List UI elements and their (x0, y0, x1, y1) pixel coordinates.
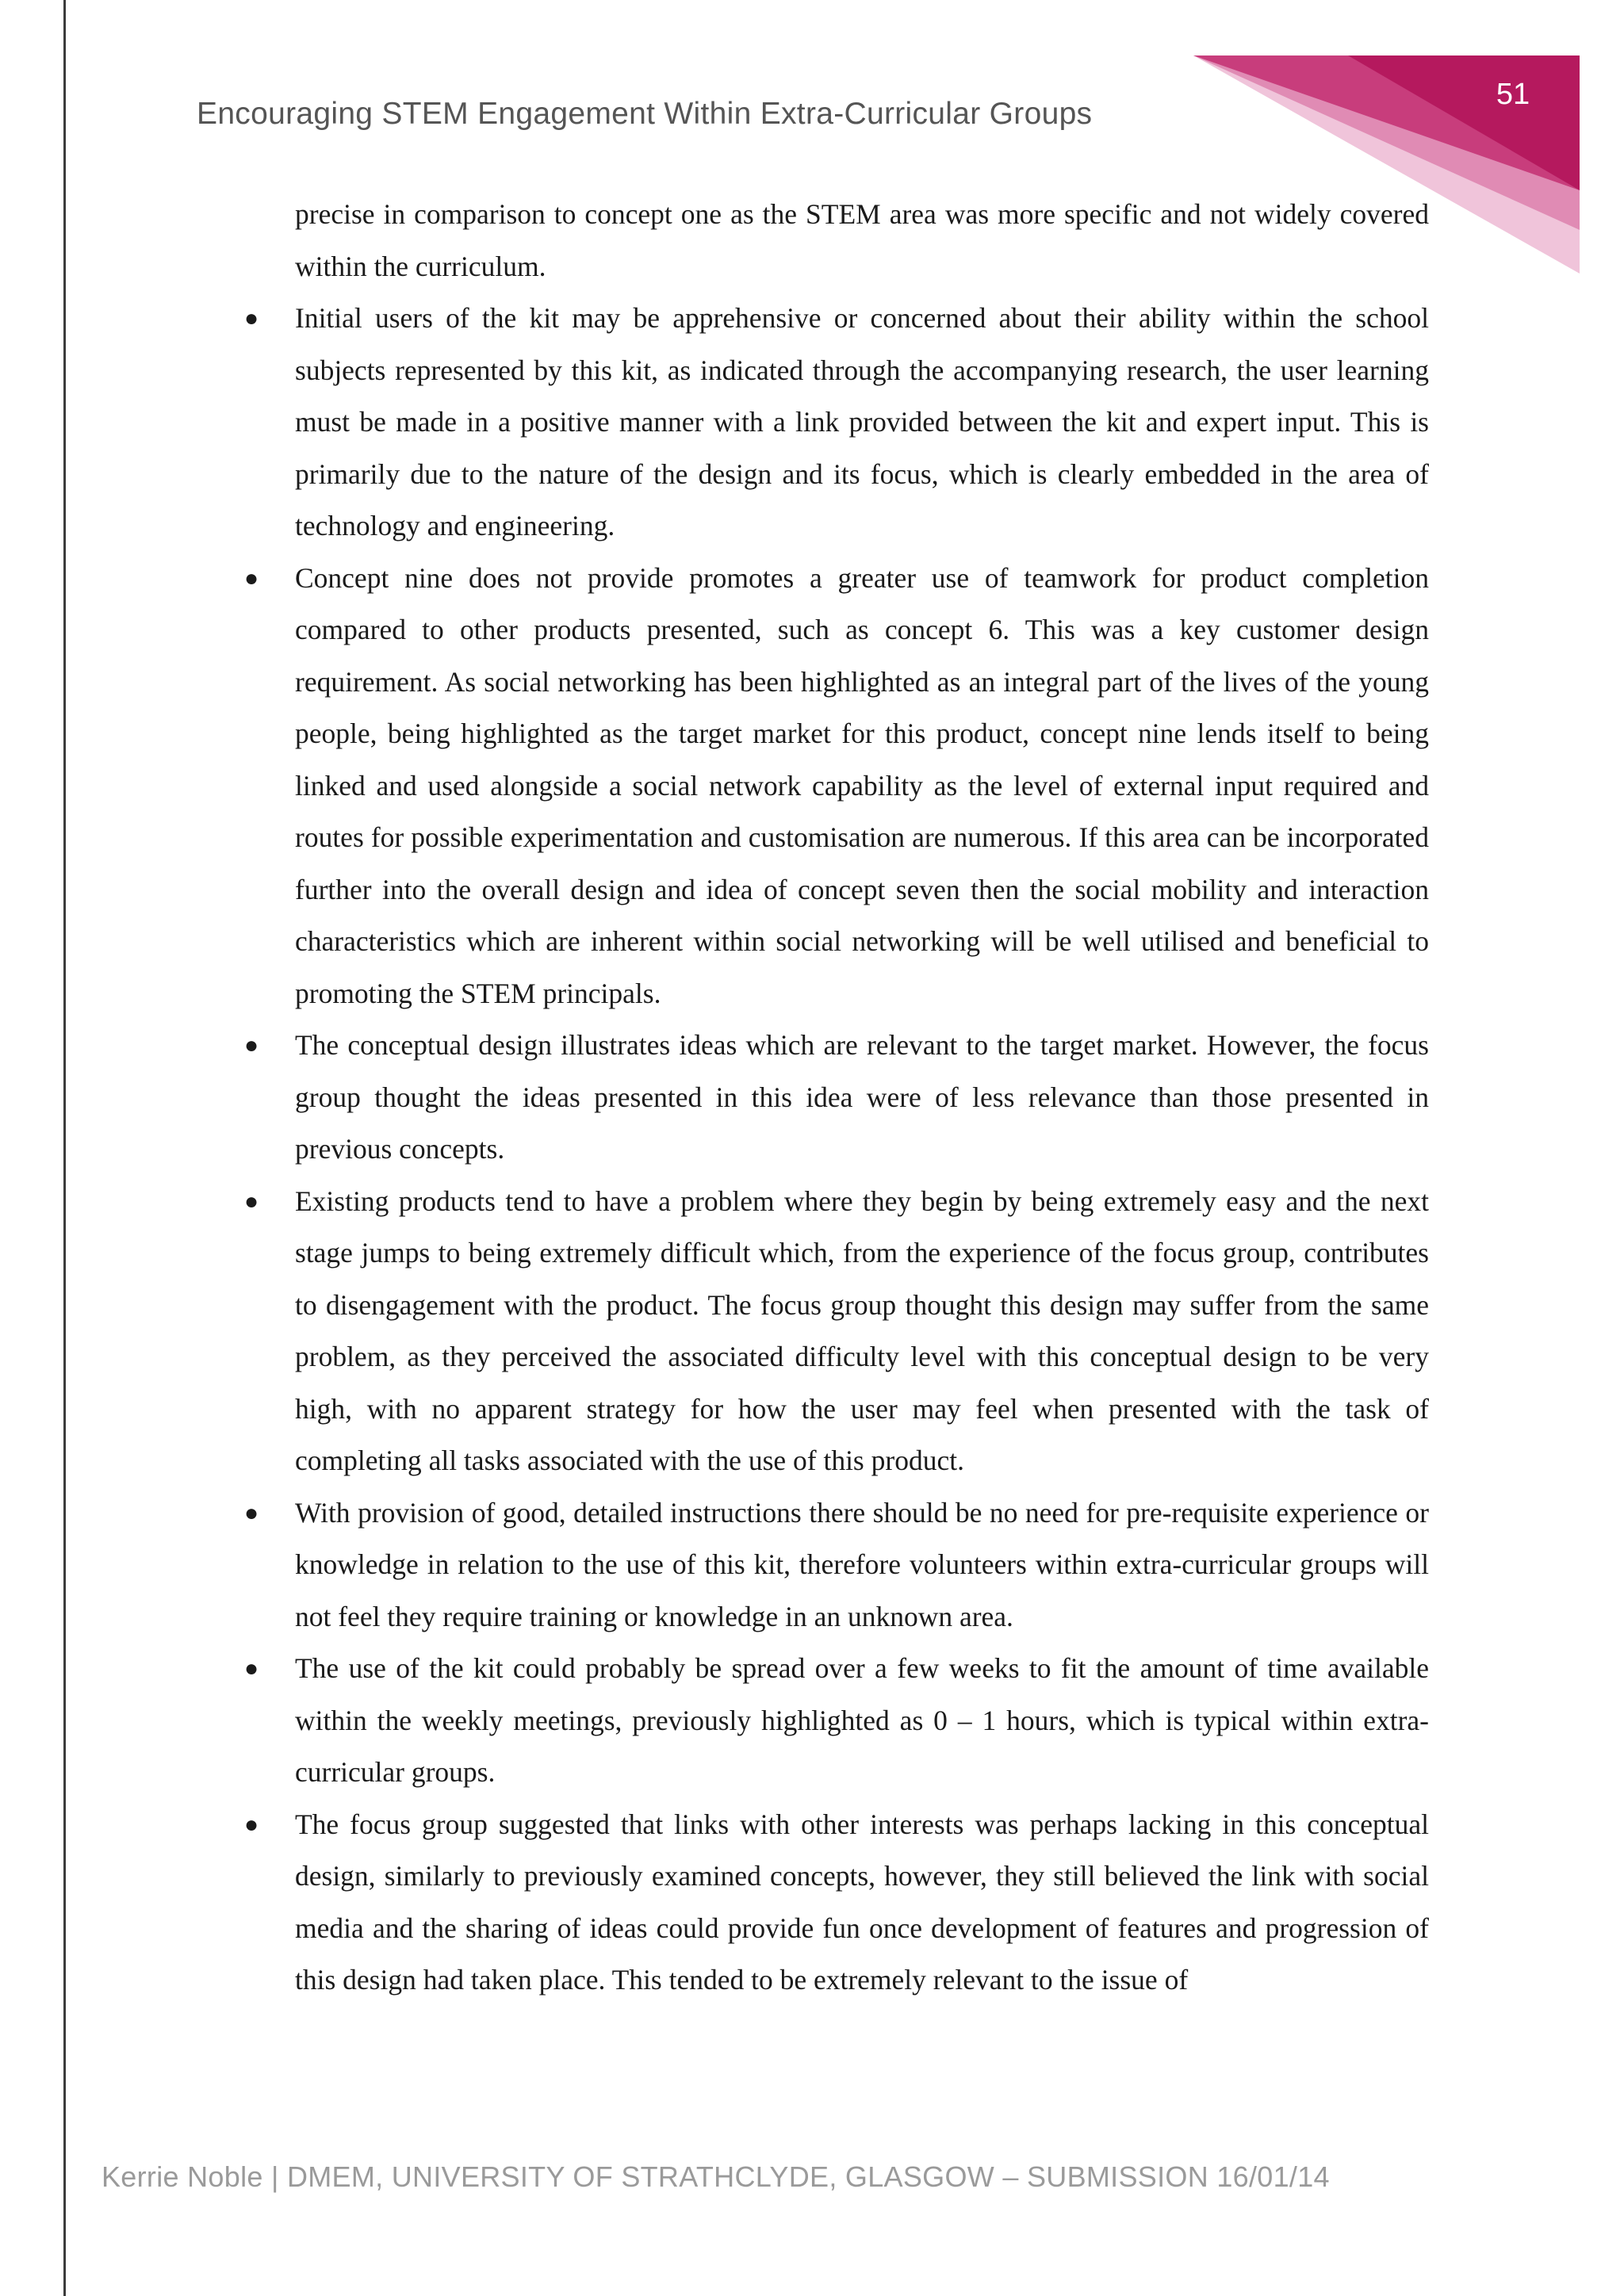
continuation-paragraph: precise in comparison to concept one as the STEM area was more specific and not widely covered within the curriculum. (295, 198, 1429, 282)
list-item-text: The focus group suggested that links with other interests was perhaps lacking in this conceptual design, similarly to previously examined concepts, however, they still believed the link with social media and the sharing of ideas could provide fun once development of features and progression of this design had taken place. This tended to be extremely relevant to the issue of (295, 1808, 1429, 1996)
list-item (238, 553, 1429, 1020)
list-item (238, 1799, 1429, 2007)
list-item-text: Concept nine does not provide promotes a greater use of teamwork for product completion compared to other products presented, such as concept 6. This was a key customer design requirement. As social networking has been highlighted as an integral part of the lives of the young people, being highlighted as the target market for this product, concept nine lends itself to being linked and used alongside a social network capability as the level of external input required and routes for possible experimentation and customisation are numerous. If this area can be incorporated further into the overall design and idea of concept seven then the social mobility and interaction characteristics which are inherent within social networking will be well utilised and beneficial to promoting the STEM principals. (295, 561, 1429, 1009)
list-item-text: Existing products tend to have a problem where they begin by being extremely easy and the next stage jumps to being extremely difficult which, from the experience of the focus group, contributes to disengagement with the product. The focus group thought this design may suffer from the same problem, as they perceived the associated difficulty level with this conceptual design to be very high, with no apparent strategy for how the user may feel when presented with the task of completing all tasks associated with the use of this product. (295, 1184, 1429, 1476)
list-item (238, 1176, 1429, 1487)
bullet-list (238, 293, 1429, 2007)
list-item (238, 1643, 1429, 1799)
bullet-icon: ● (244, 564, 259, 591)
bullet-icon: ● (244, 1499, 259, 1526)
list-item-text: With provision of good, detailed instructions there should be no need for pre-requisite experience or knowledge in relation to the use of this kit, therefore volunteers within extra-curricular groups will not feel they require training or knowledge in an unknown area. (295, 1496, 1429, 1632)
list-item-text: The conceptual design illustrates ideas which are relevant to the target market. However, the focus group thought the ideas presented in this idea were of less relevance than those presented in previous concepts. (295, 1029, 1429, 1165)
bullet-icon: ● (244, 1655, 259, 1682)
list-item (238, 293, 1429, 553)
list-item-text: Initial users of the kit may be apprehensive or concerned about their ability within the school subjects represented by this kit, as indicated through the accompanying research, the user learning must be made in a positive manner with a link provided between the kit and expert input. This is primarily due to the nature of the design and its focus, which is clearly embedded in the area of technology and engineering. (295, 302, 1429, 541)
page-number: 51 (1496, 78, 1530, 111)
running-header-title: Encouraging STEM Engagement Within Extra-Curricular Groups (197, 97, 1093, 131)
page-footer: Kerrie Noble | DMEM, UNIVERSITY OF STRATHCLYDE, GLASGOW – SUBMISSION 16/01/14 (102, 2160, 1330, 2193)
body-text (238, 189, 1429, 2007)
left-margin-rule (63, 0, 66, 2296)
list-item-text: The use of the kit could probably be spread over a few weeks to fit the amount of time available within the weekly meetings, previously highlighted as 0 – 1 hours, which is typical within extra-curricular groups. (295, 1652, 1429, 1788)
bullet-icon: ● (244, 1811, 259, 1838)
list-item (238, 1487, 1429, 1644)
bullet-icon: ● (244, 305, 259, 331)
bullet-icon: ● (244, 1188, 259, 1215)
list-item (238, 1020, 1429, 1176)
bullet-icon: ● (244, 1032, 259, 1058)
